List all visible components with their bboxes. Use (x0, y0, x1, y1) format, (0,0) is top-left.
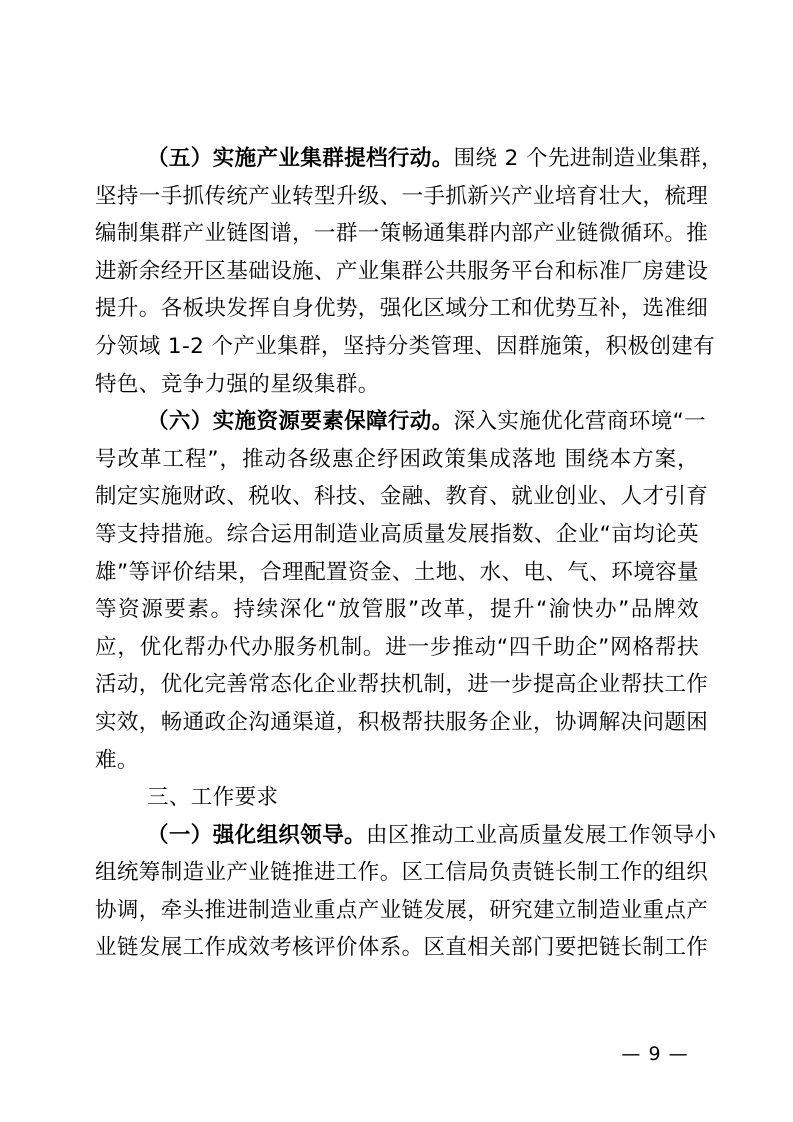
paragraph-line: 坚持一手抓传统产业转型升级、一手抓新兴产业培育壮大，梳理 (95, 183, 709, 209)
paragraph-line: 进新余经开区基础设施、产业集群公共服务平台和标准厂房建设 (95, 258, 709, 284)
section-heading: （六）实施资源要素保障行动。 (147, 409, 454, 435)
paragraph-line: 特色、竞争力强的星级集群。 (95, 371, 380, 397)
paragraph-line: 应，优化帮办代办服务机制。进一步推动“四千助企”网格帮扶 (95, 634, 699, 660)
section-heading: （一）强化组织领导。 (147, 822, 367, 848)
paragraph-line: （六）实施资源要素保障行动。深入实施优化营商环境“一 (147, 409, 707, 435)
page-number: — 9 — (621, 1043, 689, 1065)
paragraph-line: 制定实施财政、税收、科技、金融、教育、就业创业、人才引育 (95, 484, 709, 510)
paragraph-line: 业链发展工作成效考核评价体系。区直相关部门要把链长制工作 (95, 935, 709, 961)
paragraph-line: 提升。各板块发挥自身优势，强化区域分工和优势互补，选准细 (95, 296, 709, 322)
paragraph-line: 活动，优化完善常态化企业帮扶机制，进一步提高企业帮扶工作 (95, 672, 709, 698)
paragraph-line: 号改革工程”，推动各级惠企纾困政策集成落地 围绕本方案， (95, 446, 699, 472)
paragraph-line: 实效，畅通政企沟通渠道，积极帮扶服务企业，协调解决问题困 (95, 709, 709, 735)
paragraph-line: 雄”等评价结果，合理配置资金、土地、水、电、气、环境容量 (95, 559, 699, 585)
paragraph-line: 组统筹制造业产业链推进工作。区工信局负责链长制工作的组织 (95, 860, 709, 886)
paragraph-line: 分领域 1-2 个产业集群，坚持分类管理、因群施策，积极创建有 (95, 333, 716, 359)
paragraph-line: 协调，牵头推进制造业重点产业链发展，研究建立制造业重点产 (95, 897, 709, 923)
paragraph-line: 等资源要素。持续深化“放管服”改革，提升“渝快办”品牌效 (95, 597, 699, 623)
document-body (95, 140, 724, 967)
section-heading: （五）实施产业集群提档行动。 (147, 146, 454, 171)
paragraph-line: 编制集群产业链图谱，一群一策畅通集群内部产业链微循环。推 (95, 221, 709, 247)
paragraph-line: （一）强化组织领导。由区推动工业高质量发展工作领导小 (147, 822, 717, 848)
paragraph-line: （五）实施产业集群提档行动。围绕 2 个先进制造业集群， (147, 146, 724, 171)
chapter-heading: 三、工作要求 (147, 785, 279, 811)
paragraph-line: 难。 (95, 747, 139, 773)
paragraph-line: 等支持措施。综合运用制造业高质量发展指数、企业“亩均论英 (95, 521, 699, 547)
